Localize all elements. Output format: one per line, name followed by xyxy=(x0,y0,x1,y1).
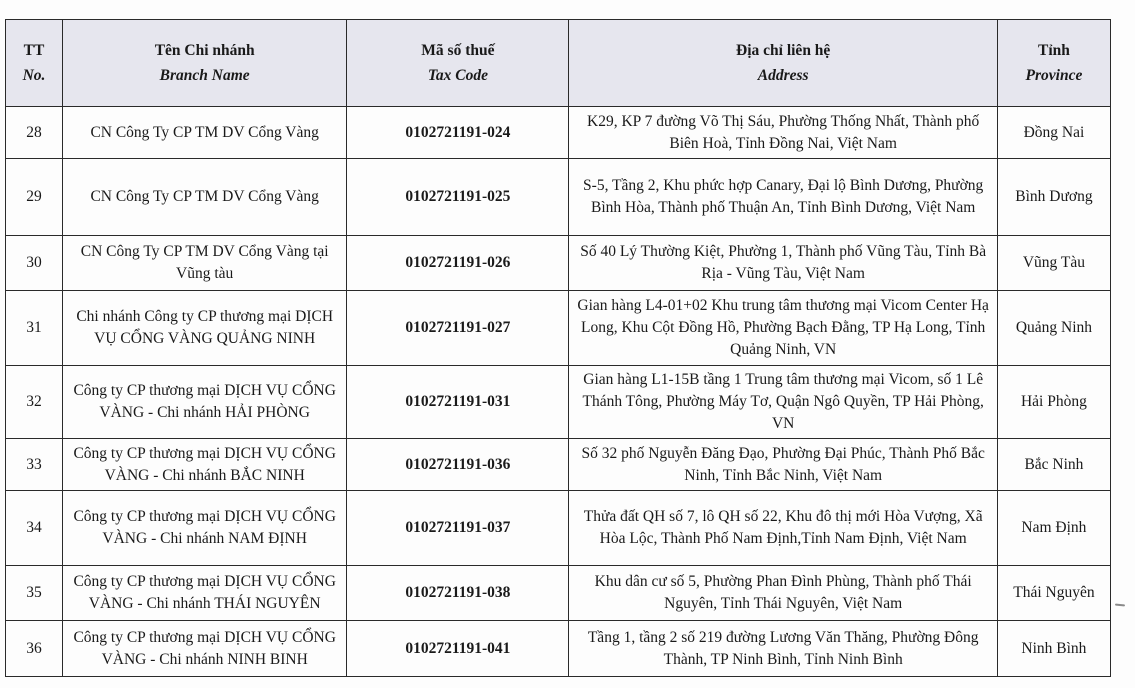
table-row xyxy=(6,236,1111,291)
header-province-en: Province xyxy=(1025,67,1083,84)
cell-address: Gian hàng L4-01+02 Khu trung tâm thương mại Vicom Center Hạ Long, Khu Cột Đồng Hồ, Phường Bạch Đằng, TP Hạ Long, Tỉnh Quảng Ninh, VN xyxy=(569,291,997,366)
cell-tax-code: 0102721191-024 xyxy=(347,107,569,159)
cell-province: Bắc Ninh xyxy=(997,439,1110,491)
cell-branch-name: Công ty CP thương mại DỊCH VỤ CỔNG VÀNG - Chi nhánh THÁI NGUYÊN xyxy=(63,566,347,621)
cell-address: Số 32 phố Nguyễn Đăng Đạo, Phường Đại Phúc, Thành Phố Bắc Ninh, Tỉnh Bắc Ninh, Việt Nam xyxy=(569,439,997,491)
header-branch-name-vi: Tên Chi nhánh xyxy=(154,42,255,59)
table-row xyxy=(6,566,1111,621)
table-row xyxy=(6,159,1111,236)
cell-tax-code: 0102721191-037 xyxy=(347,491,569,566)
cell-no: 31 xyxy=(6,291,63,366)
cell-address: Gian hàng L1-15B tầng 1 Trung tâm thương mại Vicom, số 1 Lê Thánh Tông, Phường Máy Tơ, Quận Ngô Quyền, TP Hải Phòng, VN xyxy=(569,366,997,439)
cell-province: Ninh Bình xyxy=(997,621,1110,677)
cell-branch-name: CN Công Ty CP TM DV Cổng Vàng xyxy=(63,107,347,159)
cell-branch-name: Công ty CP thương mại DỊCH VỤ CỔNG VÀNG - Chi nhánh NINH BINH xyxy=(63,621,347,677)
cell-branch-name: Công ty CP thương mại DỊCH VỤ CỔNG VÀNG - Chi nhánh NAM ĐỊNH xyxy=(63,491,347,566)
header-address-en: Address xyxy=(757,67,809,84)
header-address xyxy=(569,20,997,107)
header-branch-name-en: Branch Name xyxy=(159,67,250,84)
table-row xyxy=(6,439,1111,491)
cell-tax-code: 0102721191-038 xyxy=(347,566,569,621)
header-tax-code-en: Tax Code xyxy=(427,67,488,84)
branch-table xyxy=(5,19,1111,677)
cell-tax-code: 0102721191-026 xyxy=(347,236,569,291)
cell-tax-code: 0102721191-036 xyxy=(347,439,569,491)
header-no-en: No. xyxy=(22,67,46,84)
header-province-vi: Tỉnh xyxy=(1037,42,1070,59)
cell-no: 36 xyxy=(6,621,63,677)
cell-tax-code: 0102721191-031 xyxy=(347,366,569,439)
table-header xyxy=(6,20,1111,107)
cell-no: 28 xyxy=(6,107,63,159)
cell-tax-code: 0102721191-041 xyxy=(347,621,569,677)
header-no xyxy=(6,20,63,107)
cell-province: Nam Định xyxy=(997,491,1110,566)
cell-province: Hải Phòng xyxy=(997,366,1110,439)
header-province xyxy=(997,20,1110,107)
cell-tax-code: 0102721191-027 xyxy=(347,291,569,366)
cell-no: 30 xyxy=(6,236,63,291)
cell-branch-name: Công ty CP thương mại DỊCH VỤ CỔNG VÀNG - Chi nhánh HẢI PHÒNG xyxy=(63,366,347,439)
cell-no: 33 xyxy=(6,439,63,491)
table-row xyxy=(6,107,1111,159)
cell-address: S-5, Tầng 2, Khu phức hợp Canary, Đại lộ Bình Dương, Phường Bình Hòa, Thành phố Thuận An, Tỉnh Bình Dương, Việt Nam xyxy=(569,159,997,236)
cell-province: Thái Nguyên xyxy=(997,566,1110,621)
cell-branch-name: Công ty CP thương mại DỊCH VỤ CỔNG VÀNG - Chi nhánh BẮC NINH xyxy=(63,439,347,491)
cell-province: Đồng Nai xyxy=(997,107,1110,159)
cell-branch-name: Chi nhánh Công ty CP thương mại DỊCH VỤ CỔNG VÀNG QUẢNG NINH xyxy=(63,291,347,366)
cell-address: Tầng 1, tầng 2 số 219 đường Lương Văn Thăng, Phường Đông Thành, TP Ninh Bình, Tỉnh Ninh Bình xyxy=(569,621,997,677)
table-row xyxy=(6,291,1111,366)
cell-province: Vũng Tàu xyxy=(997,236,1110,291)
cell-province: Bình Dương xyxy=(997,159,1110,236)
table-row xyxy=(6,491,1111,566)
cell-address: Số 40 Lý Thường Kiệt, Phường 1, Thành phố Vũng Tàu, Tỉnh Bà Rịa - Vũng Tàu, Việt Nam xyxy=(569,236,997,291)
header-no-vi: TT xyxy=(23,42,45,59)
header-row xyxy=(6,20,1111,107)
cell-address: Thửa đất QH số 7, lô QH số 22, Khu đô thị mới Hòa Vượng, Xã Hòa Lộc, Thành Phố Nam Định,Tỉnh Nam Định, Việt Nam xyxy=(569,491,997,566)
cell-no: 32 xyxy=(6,366,63,439)
header-branch-name xyxy=(63,20,347,107)
table-body xyxy=(6,107,1111,677)
header-tax-code xyxy=(347,20,569,107)
cell-branch-name: CN Công Ty CP TM DV Cổng Vàng tại Vũng tàu xyxy=(63,236,347,291)
cell-no: 35 xyxy=(6,566,63,621)
cell-branch-name: CN Công Ty CP TM DV Cổng Vàng xyxy=(63,159,347,236)
scan-artifact-mark xyxy=(1115,603,1125,606)
table-row xyxy=(6,621,1111,677)
cell-address: K29, KP 7 đường Võ Thị Sáu, Phường Thống Nhất, Thành phố Biên Hoà, Tỉnh Đồng Nai, Việt Nam xyxy=(569,107,997,159)
cell-address: Khu dân cư số 5, Phường Phan Đình Phùng, Thành phố Thái Nguyên, Tỉnh Thái Nguyên, Việt Nam xyxy=(569,566,997,621)
cell-no: 34 xyxy=(6,491,63,566)
header-address-vi: Địa chỉ liên hệ xyxy=(736,42,831,59)
cell-tax-code: 0102721191-025 xyxy=(347,159,569,236)
header-tax-code-vi: Mã số thuế xyxy=(421,42,495,59)
cell-no: 29 xyxy=(6,159,63,236)
table-row xyxy=(6,366,1111,439)
cell-province: Quảng Ninh xyxy=(997,291,1110,366)
